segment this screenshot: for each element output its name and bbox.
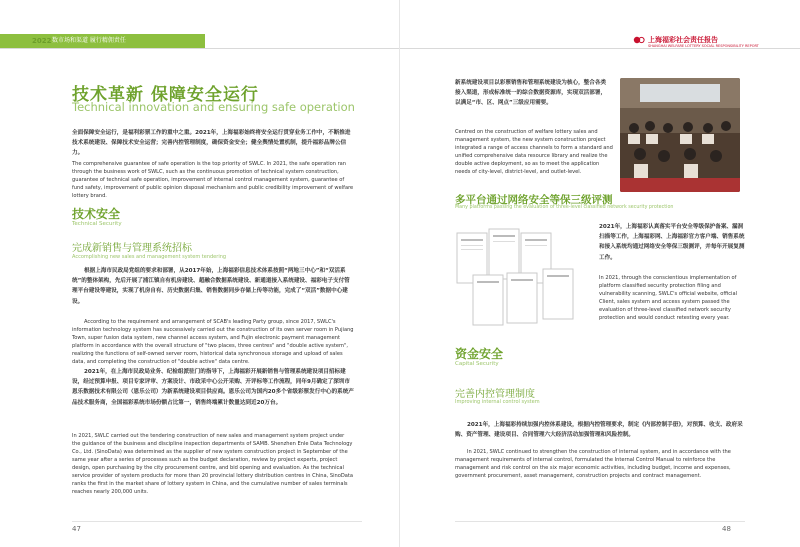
- logo-subtitle: SHANGHAI WELFARE LOTTERY SOCIAL RESPONSIBILITY REPORT: [648, 44, 759, 48]
- footer-divider-right: [455, 521, 745, 522]
- section-title-capital-en: Capital Security: [455, 361, 499, 367]
- section-title-network: 多平台通过网络安全等保三级评测: [455, 194, 613, 206]
- right-paragraph-2-zh: 2021年，上海福彩认真落实平台安全等级保护备案、漏洞扫描等工作，上海福彩网、上海福彩官方客户端、销售系统和接入系统均通过网络安全等保三级测评，并每年开展复测工作。: [599, 224, 745, 261]
- intro-zh: 全面保障安全运行，是福利彩票工作的重中之重。2021年，上海福彩始终将安全运行贯穿业务工作中，不断推进技术系统建设、保障技术安全运营；完善内控管理制度，确保资金安全；健全舆情处置机制，提升福彩品牌公信力。: [72, 130, 351, 157]
- logo-text: 上海福彩社会责任报告: [648, 36, 718, 44]
- page-title-en: Technical innovation and ensuring safe operation: [72, 100, 355, 114]
- subsection-internal-control-en: Improving internal control system: [455, 399, 540, 405]
- header-year: 2022: [32, 37, 52, 45]
- certificates-image: [455, 225, 580, 330]
- header-bar: 数市场和渠道 履行精佣责任: [0, 34, 205, 48]
- right-paragraph-3-zh: 2021年，上海福彩持续加强内控体系建设，根据内控管理要求，制定《内部控制手册》，对预算、收支、政府采购、资产管理、建设项目、合同管理六大经济活动加强管理和风险控制。: [455, 422, 743, 439]
- page-number-left: 47: [72, 525, 81, 533]
- paragraph-1-en: According to the requirement and arrangement of SCAB's leading Party group, since 2017, SWLC's information technology system has successively carried out the construction of its own server room in Pujiang Town, super fusion data system, new channel access system, and Fujin electronic payment management platform in accordance with the overall structure of "two places, three centres" and "double active system", realizing the functions of self-owned server room, historical data synchronous storage and upload of sales data, and completing the construction of "double active" data centre.: [72, 319, 354, 365]
- right-paragraph-3-en: In 2021, SWLC continued to strengthen the construction of internal system, and in accordance with the management requirements of internal control, formulated the Internal Control Manual to reinforce the management and risk control on the six major economic activities, including budget, income and expenses, government procurement, asset management, construction projects and contract management.: [455, 449, 731, 479]
- section-title-capital: 资金安全: [455, 347, 504, 361]
- page-title: 技术革新 保障安全运行: [72, 85, 259, 105]
- footer-divider: [72, 521, 362, 522]
- subsection-title-en: Accomplishing new sales and management system tendering: [72, 254, 227, 260]
- logo-icon: [633, 36, 645, 44]
- paragraph-2-en: In 2021, SWLC carried out the tendering construction of new sales and management system project under the guidance of the business and discipline inspection departments of SAMB. Shenzhen Enle Data Technology Co., Ltd. (SinoData) was determined as the supplier of new system construction project in September of the same year after a series of processes such as the budget declaration, review by project experts, project design, open purchasing by the city procurement centre, and bid opening and evaluation. As the technical service provider of system products for more than 20 provincial lottery distribution centres in China, SinoData ranks the first in the market share of lottery system in China, and the cumulative number of sales terminals reaches nearly 200,000 units.: [72, 433, 354, 495]
- section-title-technical: 技术安全: [72, 207, 121, 221]
- intro-en: The comprehensive guarantee of safe operation is the top priority of SWLC. In 2021, the safe operation ran through the business work of SWLC, such as the continuous promotion of technical system construction, guarantee of technical safe operation, improvement of internal control management system, guarantee of fund safety, improvement of public opinion disposal mechanism and public credibility improvement of welfare lottery brand.: [72, 161, 354, 199]
- section-title-technical-en: Technical Security: [72, 221, 122, 227]
- section-title-network-en: Many platforms passing the evaluation of three-level classified network security protection: [455, 205, 674, 210]
- paragraph-1-zh: 根据上海市民政局党组的要求和部署，从2017年始，上海福彩信息技术体系按照“两地三中心”和“双活系统”的整体架构，先后开展了浦江镇自有机房建设、超融合数据系统建设、新通道接入系统建设、福彩电子支付管理平台建设等建设，实现了机房自有、历史数据归集、销售数据同步存储上传等功能，完成了“双活”数据中心建设。: [72, 268, 350, 305]
- right-paragraph-2-en: In 2021, through the conscientious implementation of platform classified security protection filing and vulnerability scanning, SWLC's official website, official Client, sales system and access system passed the evaluation of three-level classified network security protection and would conduct retesting every year.: [599, 275, 738, 321]
- header-divider: [0, 48, 400, 49]
- header-divider-right: [400, 48, 800, 49]
- subsection-title: 完成新销售与管理系统招标: [72, 243, 192, 254]
- page-number-right: 48: [722, 525, 731, 533]
- paragraph-2-zh: 2021年，在上海市民政局业务、纪检组派驻门的指导下，上海福彩开展新销售与管理系统建设项目招标建设，经过预算申报、项目专家评审、方案设计、市政采中心公开采购、开评标等工作流程，同年9月确定了深圳市恩乐数据技术有限公司（恩乐公司）为新系统建设项目供应商。恩乐公司为国内20多个省级彩票发行中心的系统产品技术服务商，全国福彩系统市场份额占比第一，销售终端累计数量达到近20万台。: [72, 369, 354, 406]
- right-paragraph-1-zh: 新系统建设项目以彩票销售和管理系统建设为核心，整合各类接入渠道，形成标准统一的综合数据资源库，实现双活部署，以满足“市、区、网点”三级应用需要。: [455, 80, 607, 107]
- subsection-internal-control: 完善内控管理制度: [455, 389, 535, 400]
- right-paragraph-1-en: Centred on the construction of welfare lottery sales and management system, the new system construction project integrated a range of access channels to form a standard and unified comprehensive data resource library and realize the double active deployment, so as to meet the application needs of city-level, district-level, and outlet-level.: [455, 129, 613, 175]
- meeting-photo: [620, 78, 740, 192]
